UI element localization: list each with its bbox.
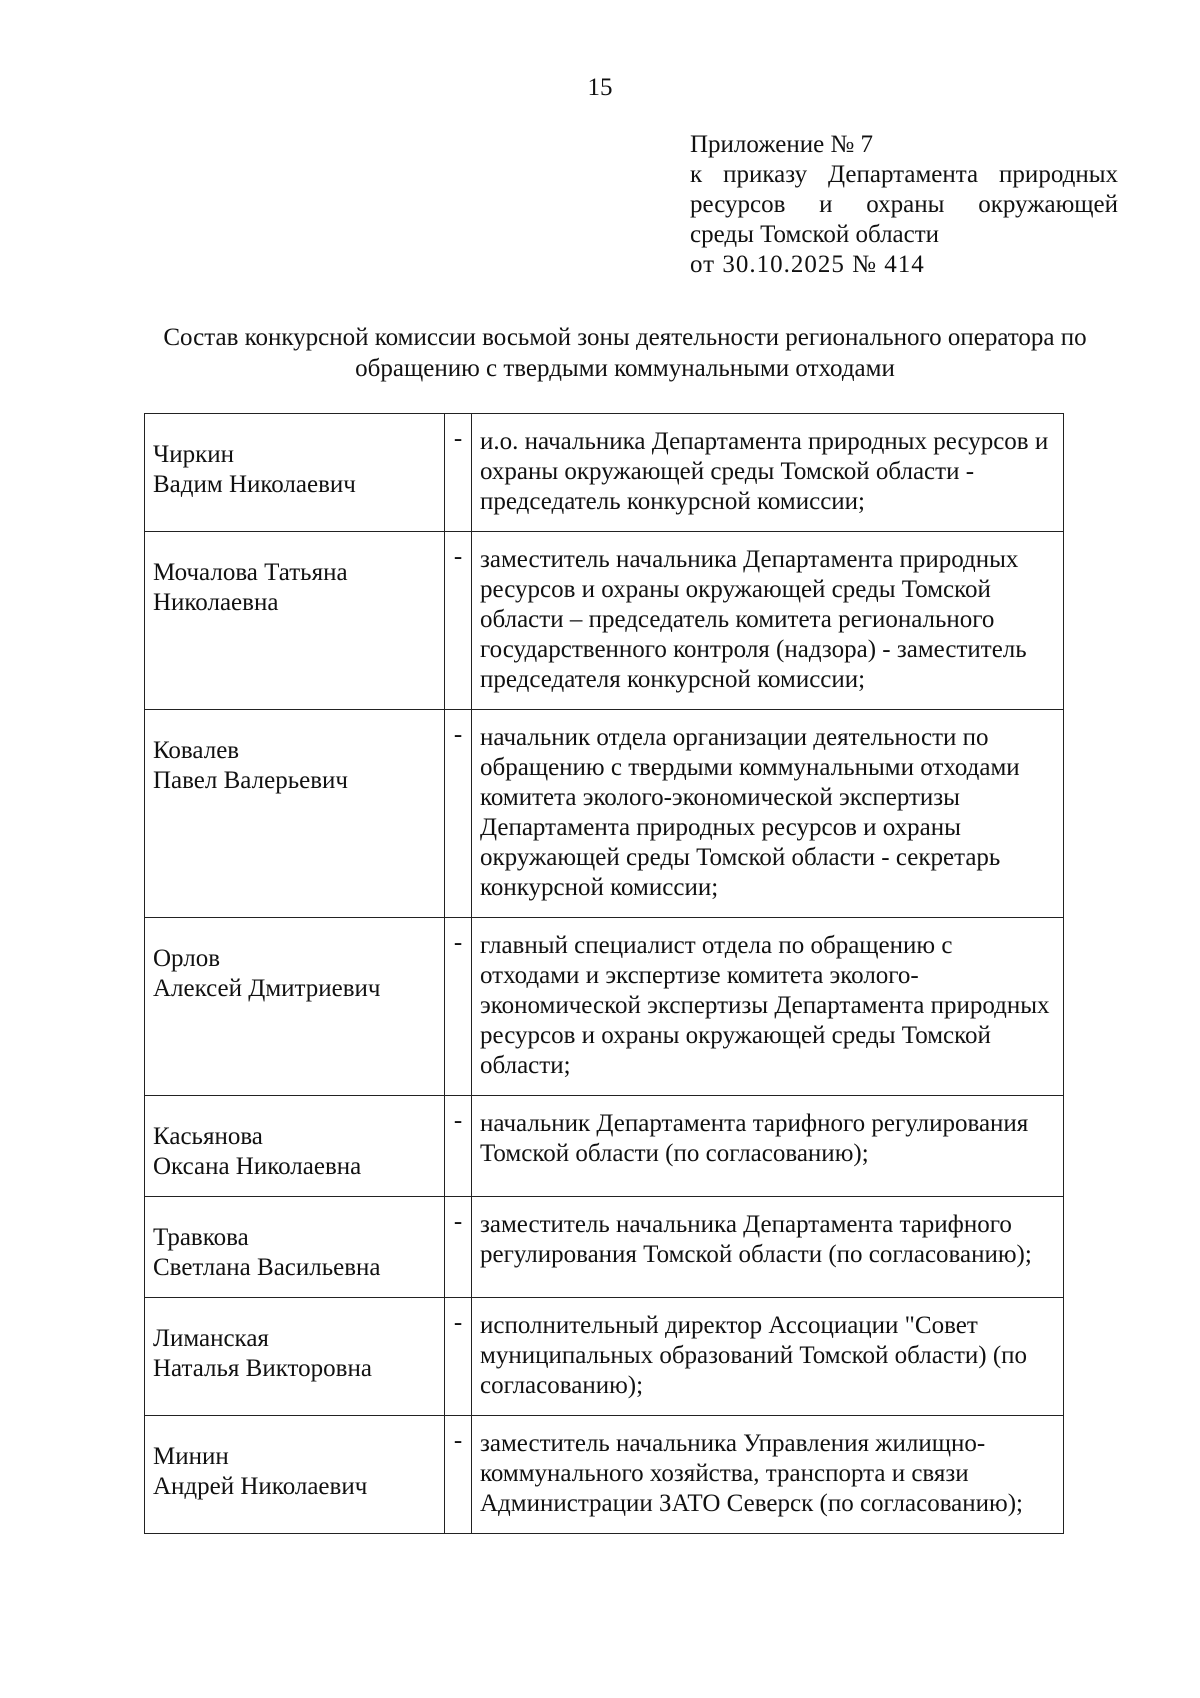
page-number: 15	[587, 74, 613, 101]
table-row	[145, 414, 1064, 532]
member-dash: -	[445, 918, 472, 1096]
member-surname: Минин	[153, 1443, 229, 1470]
table-row	[145, 710, 1064, 918]
member-name-cell	[145, 710, 445, 918]
table-row	[145, 918, 1064, 1096]
member-dash: -	[445, 532, 472, 710]
table-row	[145, 1298, 1064, 1416]
member-name-cell	[145, 532, 445, 710]
appendix-block	[690, 130, 1118, 280]
appendix-order-line: к приказу Департамента природных	[690, 161, 1118, 188]
appendix-region-line: среды Томской области	[690, 221, 940, 248]
member-given-name: Наталья Викторовна	[153, 1355, 372, 1382]
table-row	[145, 1416, 1064, 1534]
member-name-cell	[145, 1096, 445, 1197]
appendix-department-line: ресурсов и охраны окружающей	[690, 191, 1118, 218]
member-role: начальник Департамента тарифного регулирования Томской области (по согласованию);	[472, 1096, 1064, 1197]
document-title	[130, 322, 1120, 384]
member-given-name: Павел Валерьевич	[153, 767, 348, 794]
table-row	[145, 1197, 1064, 1298]
member-dash: -	[445, 414, 472, 532]
member-dash: -	[445, 1298, 472, 1416]
member-name-cell	[145, 1416, 445, 1534]
member-dash: -	[445, 1416, 472, 1534]
member-surname: Орлов	[153, 945, 221, 972]
table-row	[145, 532, 1064, 710]
member-given-name: Алексей Дмитриевич	[153, 975, 381, 1002]
member-role: заместитель начальника Департамента тарифного регулирования Томской области (по согласованию);	[472, 1197, 1064, 1298]
member-dash: -	[445, 710, 472, 918]
table-row	[145, 1096, 1064, 1197]
member-role: заместитель начальника Управления жилищно-коммунального хозяйства, транспорта и связи Администрации ЗАТО Северск (по согласованию);	[472, 1416, 1064, 1534]
member-role: исполнительный директор Ассоциации "Совет муниципальных образований Томской области) (по согласованию);	[472, 1298, 1064, 1416]
member-name-cell	[145, 918, 445, 1096]
commission-members-table	[144, 413, 1064, 1534]
member-given-name: Оксана Николаевна	[153, 1153, 362, 1180]
member-role: главный специалист отдела по обращению с отходами и экспертизе комитета эколого-экономической экспертизы Департамента природных ресурсов и охраны окружающей среды Томской области;	[472, 918, 1064, 1096]
member-surname: Касьянова	[153, 1123, 263, 1150]
member-name-cell	[145, 1197, 445, 1298]
member-surname: Мочалова Татьяна	[153, 559, 348, 586]
member-given-name: Николаевна	[153, 589, 279, 616]
document-title-line-2: обращению с твердыми коммунальными отходами	[355, 355, 895, 382]
member-given-name: Вадим Николаевич	[153, 471, 356, 498]
member-surname: Ковалев	[153, 737, 240, 764]
document-title-line-1: Состав конкурсной комиссии восьмой зоны деятельности регионального оператора по	[163, 324, 1087, 351]
member-name-cell	[145, 414, 445, 532]
member-role: заместитель начальника Департамента природных ресурсов и охраны окружающей среды Томской области – председатель комитета регионального государственного контроля (надзора) - заместитель председателя конкурсной комиссии;	[472, 532, 1064, 710]
member-dash: -	[445, 1096, 472, 1197]
member-dash: -	[445, 1197, 472, 1298]
member-surname: Лиманская	[153, 1325, 269, 1352]
appendix-date-line: от 30.10.2025 № 414	[690, 251, 925, 278]
member-name-cell	[145, 1298, 445, 1416]
member-surname: Травкова	[153, 1224, 249, 1251]
member-surname: Чиркин	[153, 441, 235, 468]
appendix-number: Приложение № 7	[690, 131, 874, 158]
member-given-name: Светлана Васильевна	[153, 1254, 381, 1281]
member-given-name: Андрей Николаевич	[153, 1473, 368, 1500]
member-role: начальник отдела организации деятельности по обращению с твердыми коммунальными отходами комитета эколого-экономической экспертизы Департамента природных ресурсов и охраны окружающей среды Томской области - секретарь конкурсной комиссии;	[472, 710, 1064, 918]
member-role: и.о. начальника Департамента природных ресурсов и охраны окружающей среды Томской области - председатель конкурсной комиссии;	[472, 414, 1064, 532]
